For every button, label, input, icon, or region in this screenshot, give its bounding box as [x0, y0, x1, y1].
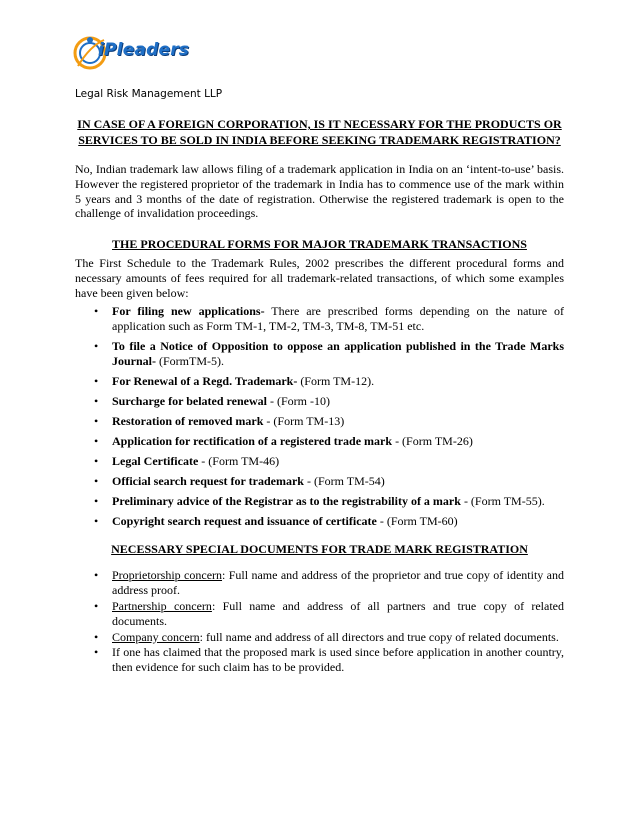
form-item-detail: - (Form TM-54): [303, 473, 385, 488]
form-item-title: To file a Notice of Opposition to oppose an application published in the Trade Marks Journal-: [112, 339, 564, 368]
form-list-item: [75, 494, 564, 509]
bullet-icon: •: [94, 413, 99, 428]
bullet-icon: •: [94, 473, 99, 488]
bullet-icon: •: [94, 339, 99, 354]
form-item-detail: - (Form -10): [266, 393, 330, 408]
document-list-item: [75, 599, 564, 629]
bullet-icon: •: [94, 433, 99, 448]
bullet-icon: •: [94, 513, 99, 528]
form-list-item: [75, 339, 564, 369]
bullet-icon: •: [94, 568, 99, 583]
document-list-item: [75, 630, 564, 645]
answer-paragraph: No, Indian trademark law allows filing of a trademark application in India on an ‘intent-to-use’ basis. However the registered proprietor of the trademark in India has to commence use of the mark within 5 years and 3 months of the date of registration. Otherwise the registered trademark is open to the challenge of invalidation proceedings.: [75, 162, 564, 221]
document-list-item: [75, 568, 564, 598]
form-item-title: For filing new applications-: [112, 304, 265, 319]
bullet-icon: •: [94, 645, 99, 660]
document-item-detail: : full name and address of all directors and true copy of related documents.: [199, 629, 559, 644]
bullet-icon: •: [94, 373, 99, 388]
special-documents-list: [75, 568, 564, 675]
form-item-title: Surcharge for belated renewal: [112, 393, 267, 408]
form-item-detail: There are prescribed forms depending on the nature of application such as Form TM-1, TM-2, TM-3, TM-8, TM-51 etc.: [112, 304, 564, 334]
form-item-title: Application for rectification of a registered trade mark: [112, 433, 393, 448]
form-list-item: [75, 394, 564, 409]
bullet-icon: •: [94, 629, 99, 644]
form-item-detail: - (Form TM-60): [376, 513, 458, 528]
special-documents-heading: NECESSARY SPECIAL DOCUMENTS FOR TRADE MARK REGISTRATION: [111, 541, 528, 556]
document-body: [75, 116, 564, 676]
form-item-title: Official search request for trademark: [112, 473, 304, 488]
form-item-detail: - (Form TM-55).: [460, 493, 545, 508]
bullet-icon: •: [94, 599, 99, 614]
form-item-title: For Renewal of a Regd. Trademark-: [112, 373, 298, 388]
form-item-title: Preliminary advice of the Registrar as to the registrability of a mark: [112, 493, 461, 508]
form-item-detail: (Form TM-12).: [297, 373, 375, 388]
form-list-item: [75, 414, 564, 429]
procedural-forms-heading: THE PROCEDURAL FORMS FOR MAJOR TRADEMARK TRANSACTIONS: [112, 237, 527, 252]
bullet-icon: •: [94, 393, 99, 408]
document-item-label: Partnership concern: [112, 599, 212, 614]
form-list-item: [75, 434, 564, 449]
form-item-title: Copyright search request and issuance of certificate: [112, 513, 377, 528]
document-item-detail: If one has claimed that the proposed mark is used since before application in another country, then evidence for such claim has to be provided.: [112, 645, 564, 675]
form-item-detail: - (Form TM-26): [392, 433, 473, 448]
form-list-item: [75, 454, 564, 469]
form-list-item: [75, 514, 564, 529]
form-list-item: [75, 374, 564, 389]
bullet-icon: •: [94, 304, 99, 319]
form-item-title: Restoration of removed mark: [112, 413, 264, 428]
bullet-icon: •: [94, 453, 99, 468]
logo-wordmark: iPleaders: [98, 40, 190, 60]
form-item-detail: - (Form TM-13): [263, 413, 345, 428]
company-name: Legal Risk Management LLP: [75, 88, 223, 100]
form-list-item: [75, 304, 564, 334]
document-list-item: [75, 645, 564, 675]
form-list-item: [75, 474, 564, 489]
procedural-forms-list: [75, 304, 564, 528]
question-title: IN CASE OF A FOREIGN CORPORATION, IS IT NECESSARY FOR THE PRODUCTS OR SERVICES TO BE SOLD IN INDIA BEFORE SEEKING TRADEMARK REGISTRATION?: [77, 117, 562, 147]
procedural-forms-intro: The First Schedule to the Trademark Rules, 2002 prescribes the different procedural forms and necessary amounts of fees required for all trademark-related transactions, of which some examples have been given below:: [75, 255, 564, 300]
form-item-title: Legal Certificate: [112, 453, 199, 468]
form-item-detail: (FormTM-5).: [156, 353, 225, 368]
document-item-detail: : Full name and address of all partners and true copy of related documents.: [112, 599, 565, 628]
document-item-label: Company concern: [112, 629, 200, 644]
bullet-icon: •: [94, 493, 99, 508]
form-item-detail: - (Form TM-46): [198, 453, 280, 468]
document-item-label: Proprietorship concern: [112, 568, 223, 583]
document-item-detail: : Full name and address of the proprietor and true copy of identity and address proof.: [112, 568, 564, 598]
ipleaders-logo: [70, 26, 190, 78]
